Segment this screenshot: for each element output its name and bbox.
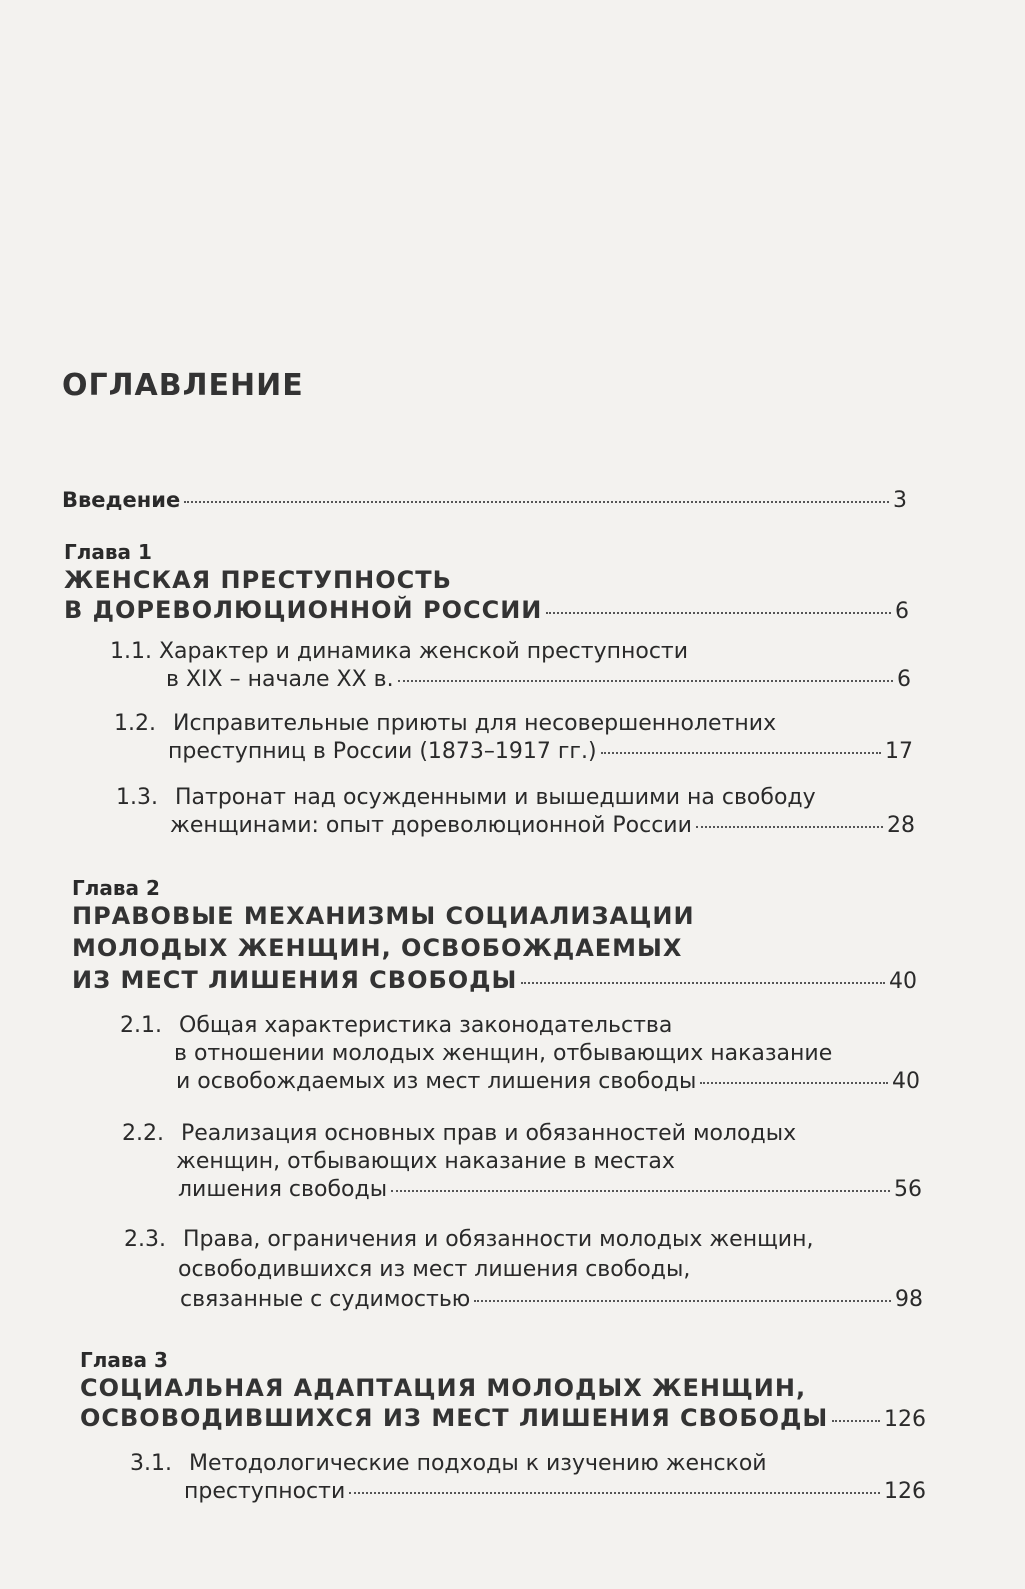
dot-leader bbox=[696, 826, 883, 828]
chapter-title-line: ПРАВОВЫЕ МЕХАНИЗМЫ СОЦИАЛИЗАЦИИ bbox=[72, 902, 695, 930]
section-number: 2.2. bbox=[122, 1121, 164, 1146]
section-title: Общая характеристика законодательства bbox=[179, 1013, 673, 1038]
toc-entry-section-2-1[interactable] bbox=[176, 1068, 920, 1096]
dot-leader bbox=[546, 612, 891, 614]
dot-leader bbox=[832, 1420, 880, 1422]
section-number: 1.2. bbox=[114, 711, 156, 736]
section-number: 2.1. bbox=[120, 1013, 162, 1038]
chapter-title-line: В ДОРЕВОЛЮЦИОННОЙ РОССИИ bbox=[64, 596, 543, 624]
toc-entry-section-1-2[interactable] bbox=[168, 738, 913, 766]
chapter-title-line: МОЛОДЫХ ЖЕНЩИН, ОСВОБОЖДАЕМЫХ bbox=[72, 934, 683, 962]
chapter-title-line: ИЗ МЕСТ ЛИШЕНИЯ СВОБОДЫ bbox=[72, 966, 518, 994]
chapter-title-line: ЖЕНСКАЯ ПРЕСТУПНОСТЬ bbox=[64, 566, 452, 594]
section-title: лишения свободы bbox=[178, 1177, 388, 1202]
chapter-label: Глава 1 bbox=[64, 540, 152, 564]
toc-entry-label: Введение bbox=[62, 488, 181, 512]
section-line bbox=[124, 1226, 813, 1254]
dot-leader bbox=[700, 1082, 888, 1084]
section-number: 1.1. bbox=[110, 639, 152, 664]
section-number: 1.3. bbox=[116, 785, 158, 810]
section-title: Патронат над осужденными и вышедшими на свободу bbox=[175, 785, 816, 810]
page-number: 28 bbox=[887, 813, 915, 838]
section-line bbox=[110, 638, 688, 666]
page-number: 17 bbox=[885, 739, 913, 764]
section-title: преступниц в России (1873–1917 гг.) bbox=[168, 739, 597, 764]
section-title: освободившихся из мест лишения свободы, bbox=[178, 1257, 691, 1282]
page-number: 40 bbox=[889, 969, 917, 994]
section-line bbox=[114, 710, 776, 738]
section-title: связанные с судимостью bbox=[180, 1287, 471, 1312]
section-title: Характер и динамика женской преступности bbox=[158, 639, 689, 664]
page-number: 6 bbox=[895, 599, 909, 624]
page-title: ОГЛАВЛЕНИЕ bbox=[62, 368, 304, 403]
dot-leader bbox=[474, 1300, 891, 1302]
chapter-title-line: СОЦИАЛЬНАЯ АДАПТАЦИЯ МОЛОДЫХ ЖЕНЩИН, bbox=[80, 1374, 807, 1402]
toc-entry-section-2-2[interactable] bbox=[178, 1176, 922, 1204]
toc-entry-chapter-3[interactable] bbox=[80, 1404, 926, 1434]
section-title: Методологические подходы к изучению женской bbox=[189, 1451, 767, 1476]
dot-leader bbox=[349, 1492, 880, 1494]
page-number: 56 bbox=[894, 1177, 922, 1202]
section-line bbox=[122, 1120, 796, 1148]
section-number: 3.1. bbox=[130, 1451, 172, 1476]
section-line bbox=[120, 1012, 672, 1040]
toc-entry-section-1-1[interactable] bbox=[166, 666, 911, 694]
page-number: 126 bbox=[884, 1479, 926, 1504]
section-title: Права, ограничения и обязанности молодых женщин, bbox=[183, 1227, 814, 1252]
dot-leader bbox=[398, 680, 893, 682]
dot-leader bbox=[601, 752, 881, 754]
chapter-label: Глава 3 bbox=[80, 1348, 168, 1372]
chapter-label: Глава 2 bbox=[72, 876, 160, 900]
page-number: 98 bbox=[895, 1287, 923, 1312]
toc-entry-intro[interactable] bbox=[62, 486, 907, 515]
section-title: в XIX – начале XX в. bbox=[166, 667, 394, 692]
section-title: женщин, отбывающих наказание в местах bbox=[176, 1149, 675, 1174]
section-title: и освобождаемых из мест лишения свободы bbox=[176, 1069, 697, 1094]
toc-entry-chapter-2[interactable] bbox=[72, 966, 917, 996]
dot-leader bbox=[521, 982, 885, 984]
toc-entry-section-1-3[interactable] bbox=[170, 812, 915, 840]
page-number: 40 bbox=[892, 1069, 920, 1094]
section-title: Исправительные приюты для несовершеннолетних bbox=[173, 711, 777, 736]
section-title: женщинами: опыт дореволюционной России bbox=[170, 813, 692, 838]
page-number: 126 bbox=[884, 1407, 926, 1432]
section-title: Реализация основных прав и обязанностей молодых bbox=[181, 1121, 797, 1146]
dot-leader bbox=[391, 1190, 890, 1192]
section-title: в отношении молодых женщин, отбывающих наказание bbox=[174, 1041, 833, 1066]
section-title: преступности bbox=[184, 1479, 346, 1504]
page-number: 3 bbox=[893, 488, 907, 513]
toc-entry-section-2-3[interactable] bbox=[180, 1286, 923, 1314]
section-line bbox=[130, 1450, 767, 1478]
page-number: 6 bbox=[897, 667, 911, 692]
chapter-title-line: ОСВОВОДИВШИХСЯ ИЗ МЕСТ ЛИШЕНИЯ СВОБОДЫ bbox=[80, 1404, 829, 1432]
section-number: 2.3. bbox=[124, 1227, 166, 1252]
section-line bbox=[116, 784, 816, 812]
toc-entry-section-3-1[interactable] bbox=[184, 1478, 926, 1506]
dot-leader bbox=[184, 501, 889, 503]
toc-entry-chapter-1[interactable] bbox=[64, 596, 909, 626]
